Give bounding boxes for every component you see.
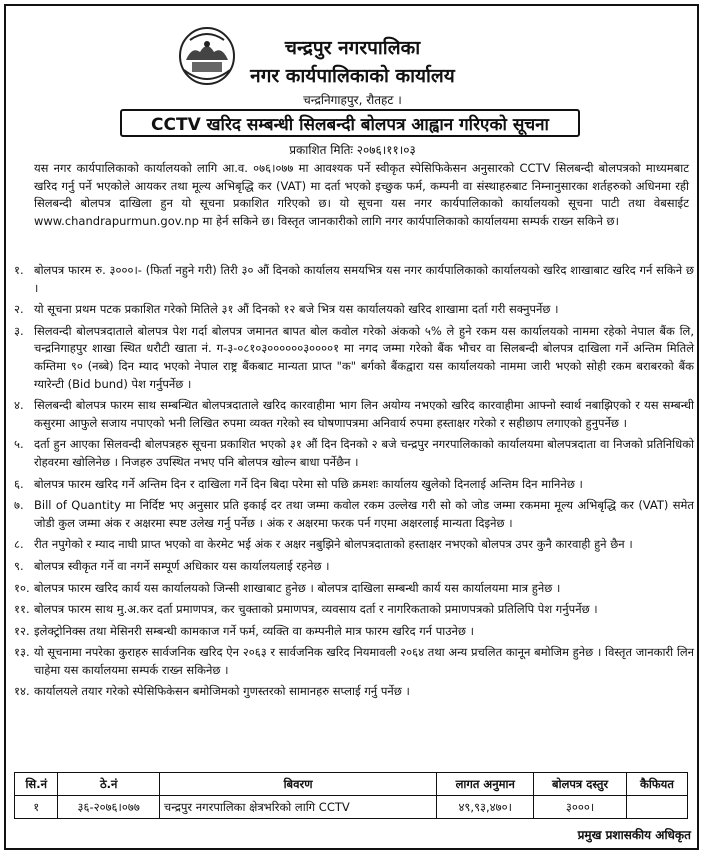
item-text: यो सूचना प्रथम पटक प्रकाशित गरेको मितिले ३१ औं दिनको १२ बजे भित्र यस कार्यालयको खरिद शाखामा दर्ता गरी सक्नुपर्नेछ । bbox=[34, 302, 559, 317]
published-date: प्रकाशित मितिः २०७६।११।०३ bbox=[289, 143, 416, 157]
item-text: कार्यालयले तयार गरेको स्पेसिफिकेसन बमोजिमको गुणस्तरको सामानहरु सप्लाई गर्नु पर्नेछ । bbox=[34, 684, 410, 699]
item-number: ५. bbox=[14, 437, 24, 452]
item-text: इलेक्ट्रोनिक्स तथा मेसिनरी सम्बन्धी कामकाज गर्ने फर्म, व्यक्ति वा कम्पनीले मात्र फारम खरिद गर्न पाउनेछ । bbox=[34, 623, 474, 638]
item-text: यो सूचनामा नपरेका कुराहरु सार्वजनिक खरिद ऐन २०६३ र सार्वजनिक खरिद नियमावली २०६४ तथा अन्य प्रचलित कानून बमोजिम हुनेछ । विस्तृत जानकारी लिन चाहेमा यस कार्यालयमा सम्पर्क राख्न सकिनेछ । bbox=[34, 645, 694, 677]
col-remarks: कैफियत bbox=[626, 773, 687, 796]
item-number: ६. bbox=[14, 476, 24, 491]
cell-cost-estimate: ४९,९३,४७०। bbox=[437, 796, 534, 819]
item-text: सिलबन्दी बोलपत्र फारम साथ सम्बन्धित बोलपत्रदाताले खरिद कारवाहीमा भाग लिन अयोग्य नभएको खरिद कारवाहीमा आफ्नो स्वार्थ नबाझिएको र यस सम्बन्धी कसुरमा आफुले सजाय नपाएको भनी लिखित रुपमा व्यक्त गरेको स्व घोषणापत्रमा अनिवार्य रुपमा हस्ताक्षर गरेको र सहीछाप लगाएको हुनुपर्नेछ । bbox=[34, 398, 694, 430]
list-item bbox=[14, 323, 694, 393]
col-cost-estimate: लागत अनुमान bbox=[437, 773, 534, 796]
item-number: ४. bbox=[14, 398, 24, 413]
list-item bbox=[14, 497, 694, 532]
list-item bbox=[14, 623, 694, 641]
list-item bbox=[14, 262, 694, 297]
list-item bbox=[14, 601, 694, 619]
item-text: बोलपत्र फारम खरिद गर्ने अन्तिम दिन र दाखिला गर्ने दिन बिदा परेमा सो पछि क्रमशः कार्यालय खुलेको दिनलाई अन्तिम दिन मानिनेछ । bbox=[34, 476, 583, 491]
item-number: १०. bbox=[14, 580, 30, 595]
conditions-list bbox=[14, 262, 694, 705]
list-item bbox=[14, 683, 694, 701]
item-number: ९. bbox=[14, 558, 24, 573]
item-text: Bill of Quantity मा निर्दिष्ट भए अनुसार प्रति इकाई दर तथा जम्मा कवोल रकम उल्लेख गरी सो को जोड जम्मा रकममा मूल्य अभिबृद्धि कर (VAT) समेत जोडी कुल जम्मा अंक र अक्षरमा स्पष्ट उलेख गर्नु पर्नेछ । अंक र अक्षरमा फरक पर्न गएमा अक्षरलाई मान्यता दिइनेछ । bbox=[34, 498, 694, 530]
item-text: बोलपत्र स्वीकृत गर्ने वा नगर्ने सम्पूर्ण अधिकार यस कार्यालयलाई रहनेछ । bbox=[34, 558, 330, 573]
col-serial: सि.नं bbox=[15, 773, 58, 796]
item-number: १३. bbox=[14, 645, 30, 660]
col-contract-no: ठे.नं bbox=[58, 773, 160, 796]
table-header-row bbox=[15, 773, 688, 796]
item-text: दर्ता हुन आएका सिलवन्दी बोलपत्रहरु सूचना प्रकाशित भएको ३१ औं दिन दिनको २ बजे चन्द्रपुर नगरपालिकाको कार्यालयमा बोलपत्रदाता वा निजको प्रतिनिधिको रोहवरमा खोलिनेछ । निजहरु उपस्थित नभए पनि बोलपत्र खोल्न बाधा पर्नेछैन । bbox=[34, 437, 694, 469]
office-name: नगर कार्यपालिकाको कार्यालय bbox=[250, 65, 455, 87]
item-number: २. bbox=[14, 302, 24, 317]
cell-description: चन्द्रपुर नगरपालिका क्षेत्रभरिको लागि CCTV bbox=[159, 796, 436, 819]
cell-bid-fee: ३०००। bbox=[534, 796, 627, 819]
table-row bbox=[15, 796, 688, 819]
item-number: १. bbox=[14, 263, 24, 277]
item-text: रीत नपुगेको र म्याद नाघी प्राप्त भएको वा केरमेट भई अंक र अक्षर नबुझिने बोलपत्रदाताको हस्ताक्षर नभएको बोलपत्र उपर कुनै कारवाही हुने छैन । bbox=[34, 537, 633, 552]
item-text: बोलपत्र फारम साथ मु.अ.कर दर्ता प्रमाणपत्र, कर चुक्ताको प्रमाणपत्र, व्यवसाय दर्ता र नागरिकताको प्रमाणपत्रको प्रतिलिपि पेश गर्नुपर्नेछ । bbox=[34, 602, 598, 617]
item-number: ७. bbox=[14, 498, 24, 513]
cell-serial: १ bbox=[15, 796, 58, 819]
tender-table bbox=[14, 772, 688, 819]
notice-title: CCTV खरिद सम्बन्धी सिलबन्दी बोलपत्र आह्वान गरिएको सूचना bbox=[120, 109, 580, 137]
cell-remarks bbox=[626, 796, 687, 819]
list-item bbox=[14, 476, 694, 494]
item-number: १२. bbox=[14, 623, 30, 638]
item-number: ११. bbox=[14, 602, 30, 617]
item-number: ८. bbox=[14, 537, 24, 552]
col-bid-fee: बोलपत्र दस्तुर bbox=[534, 773, 627, 796]
item-number: ३. bbox=[14, 323, 24, 338]
signatory: प्रमुख प्रशासकीय अधिकृत bbox=[577, 828, 691, 842]
item-number: १४. bbox=[14, 684, 30, 699]
list-item bbox=[14, 397, 694, 432]
org-name: चन्द्रपुर नगरपालिका bbox=[284, 37, 421, 59]
list-item bbox=[14, 558, 694, 576]
list-item bbox=[14, 301, 694, 319]
list-item bbox=[14, 436, 694, 471]
item-text: सिलवन्दी बोलपत्रदाताले बोलपत्र पेश गर्दा बोलपत्र जमानत बापत बोल कवोल गरेको अंकको ५% ले हुने रकम यस कार्यालयको नाममा रहेको नेपाल बैंक लि, चन्द्रनिगाहपुर शाखा स्थित धरौटी खाता नं. ग-३-०८१०३००००००३००००१ मा नगद जम्मा गरेको बैंक भौचर वा सिलबन्दी बोलपत्र दाखिला गर्ने अन्तिम मितिले कम्तिमा ९० (नब्बे) दिन म्याद भएको नेपाल राष्ट्र बैंकबाट मान्यता प्राप्त "क" बर्गको बैंकद्वारा यस कार्यालयको नाममा जारी भएको सोही रकम बराबरको बैंक ग्यारेन्टी (Bid bund) पेश गर्नुपर्नेछ । bbox=[34, 323, 694, 391]
item-text: बोलपत्र फारम खरिद कार्य यस कार्यालयको जिन्सी शाखाबाट हुनेछ । बोलपत्र दाखिला सम्बन्धी कार्य यस कार्यालयमा मात्र हुनेछ । bbox=[34, 580, 561, 595]
intro-paragraph: यस नगर कार्यपालिकाको कार्यालयको लागि आ.व. ०७६।०७७ मा आवश्यक पर्ने स्वीकृत स्पेसिफिकेसन अनुसारको CCTV सिलबन्दी बोलपत्रको माध्यमबाट खरिद गर्नु पर्ने भएकोले आयकर तथा मूल्य अभिबृद्धि कर (VAT) मा दर्ता भएको इच्छुक फर्म, कम्पनी वा संस्थाहरुबाट निम्नानुसारका शर्तहरुको अधिनमा रही सिलबन्दी बोलपत्र दाखिला हुन यो सूचना प्रकाशित गरिएको छ। यो सूचना यस नगर कार्यपालिकाको कार्यालयको सूचना पाटी तथा वेबसाईट www.chandrapurmun.gov.np मा हेर्न सकिने छ। विस्तृत जानकारीको लागि नगर कार्यपालिकाको कार्यालयमा सम्पर्क राख्न सकिने छ। bbox=[34, 161, 689, 228]
list-item bbox=[14, 536, 694, 554]
item-text: बोलपत्र फारम रु. ३०००।- (फिर्ता नहुने गरी) तिरी ३० औं दिनको कार्यालय समयभित्र यस नगर कार्यपालिकाको कार्यालयको खरिद शाखाबाट खरिद गर्न सकिने छ । bbox=[34, 263, 694, 295]
col-description: बिवरण bbox=[159, 773, 436, 796]
list-item bbox=[14, 580, 694, 598]
list-item bbox=[14, 644, 694, 679]
address: चन्द्रनिगाहपुर, रौतहट । bbox=[303, 93, 402, 107]
cell-contract-no: ३६-२०७६।०७७ bbox=[58, 796, 160, 819]
